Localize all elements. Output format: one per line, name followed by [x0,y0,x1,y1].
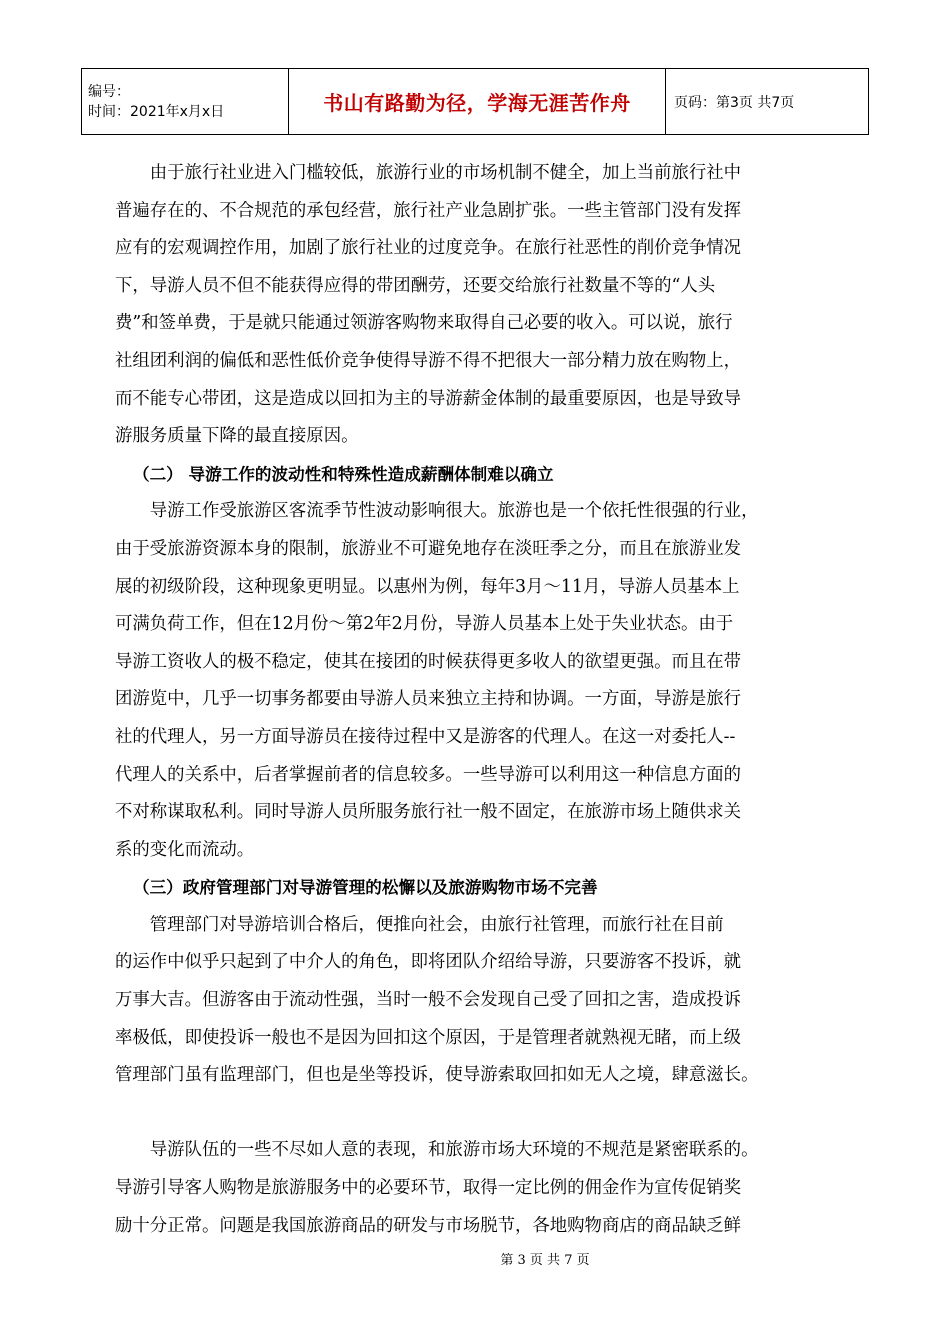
paragraph-line: 社的代理人，另一方面导游员在接待过程中又是游客的代理人。在这一对委托人-- [115,726,736,747]
paragraph-line: 普遍存在的、不合规范的承包经营，旅行社产业急剧扩张。一些主管部门没有发挥 [115,200,742,221]
paragraph-line: 不对称谋取私利。同时导游人员所服务旅行社一般不固定，在旅游市场上随供求关 [115,802,742,823]
header-page-label: 页码：第3页 共7页 [666,69,869,135]
paragraph-line: 万事大吉。但游客由于流动性强，当时一般不会发现自己受了回扣之害，造成投诉 [115,990,742,1011]
paragraph-line: 团游览中，几乎一切事务都要由导游人员来独立主持和协调。一方面，导游是旅行 [115,689,742,710]
paragraph-line: 导游引导客人购物是旅游服务中的必要环节，取得一定比例的佣金作为宣传促销奖 [115,1178,742,1199]
paragraph-line: 费”和签单费，于是就只能通过领游客购物来取得自己必要的收入。可以说，旅行 [115,313,733,334]
paragraph-line: 代理人的关系中，后者掌握前者的信息较多。一些导游可以利用这一种信息方面的 [115,764,742,785]
paragraph-line: 而不能专心带团，这是造成以回扣为主的导游薪金体制的最重要原因，也是导致导 [115,388,742,409]
paragraph-line: 系的变化而流动。 [115,839,255,860]
section-heading-3: （三）政府管理部门对导游管理的松懈以及旅游购物市场不完善 [133,878,598,898]
section-heading-2: （二） 导游工作的波动性和特殊性造成薪酬体制难以确立 [133,464,554,484]
paragraph-spacer [115,1095,831,1133]
document-body [115,155,831,1245]
paragraph-line: 励十分正常。问题是我国旅游商品的研发与市场脱节，各地购物商店的商品缺乏鲜 [115,1215,742,1236]
page-footer: 第 3 页 共 7 页 [500,1253,590,1268]
paragraph-line: 率极低，即使投诉一般也不是因为回扣这个原因，于是管理者就熟视无睹，而上级 [115,1027,742,1048]
paragraph-line: 导游工资收人的极不稳定，使其在接团的时候获得更多收人的欲望更强。而且在带 [115,651,742,672]
paragraph-line: 下，导游人员不但不能获得应得的带团酬劳，还要交给旅行社数量不等的“人头 [115,275,716,296]
paragraph-line: 管理部门虽有监理部门，但也是坐等投诉，使导游索取回扣如无人之境，肆意滋长。 [115,1065,759,1086]
paragraph-line: 的运作中似乎只起到了中介人的角色，即将团队介绍给导游，只要游客不投诉，就 [115,952,742,973]
paragraph-line: 展的初级阶段，这种现象更明显。以惠州为例，每年3月～11月，导游人员基本上 [115,576,740,597]
paragraph-line: 社组团利润的偏低和恶性低价竞争使得导游不得不把很大一部分精力放在购物上， [115,350,742,371]
document-number-label: 编号： [88,83,130,100]
paragraph-line: 游服务质量下降的最直接原因。 [115,426,359,447]
paragraph-line: 由于受旅游资源本身的限制，旅游业不可避免地存在淡旺季之分，而且在旅游业发 [115,538,742,559]
paragraph-line: 由于旅行社业进入门槛较低，旅游行业的市场机制不健全，加上当前旅行社中 [115,163,742,183]
header-meta-cell [82,69,289,135]
header-motto: 书山有路勤为径，学海无涯苦作舟 [289,69,666,135]
paragraph-line: 可满负荷工作，但在12月份～第2年2月份，导游人员基本上处于失业状态。由于 [115,614,734,635]
paragraph-line: 管理部门对导游培训合格后，便推向社会，由旅行社管理，而旅行社在目前 [115,914,724,935]
paragraph-line: 应有的宏观调控作用，加剧了旅行社业的过度竞争。在旅行社恶性的削价竞争情况 [115,238,742,259]
document-time-label: 时间：2021年x月x日 [88,103,225,120]
header-table [81,68,869,135]
paragraph-line: 导游队伍的一些不尽如人意的表现，和旅游市场大环境的不规范是紧密联系的。 [115,1140,759,1161]
paragraph-line: 导游工作受旅游区客流季节性波动影响很大。旅游也是一个依托性很强的行业， [115,501,759,522]
